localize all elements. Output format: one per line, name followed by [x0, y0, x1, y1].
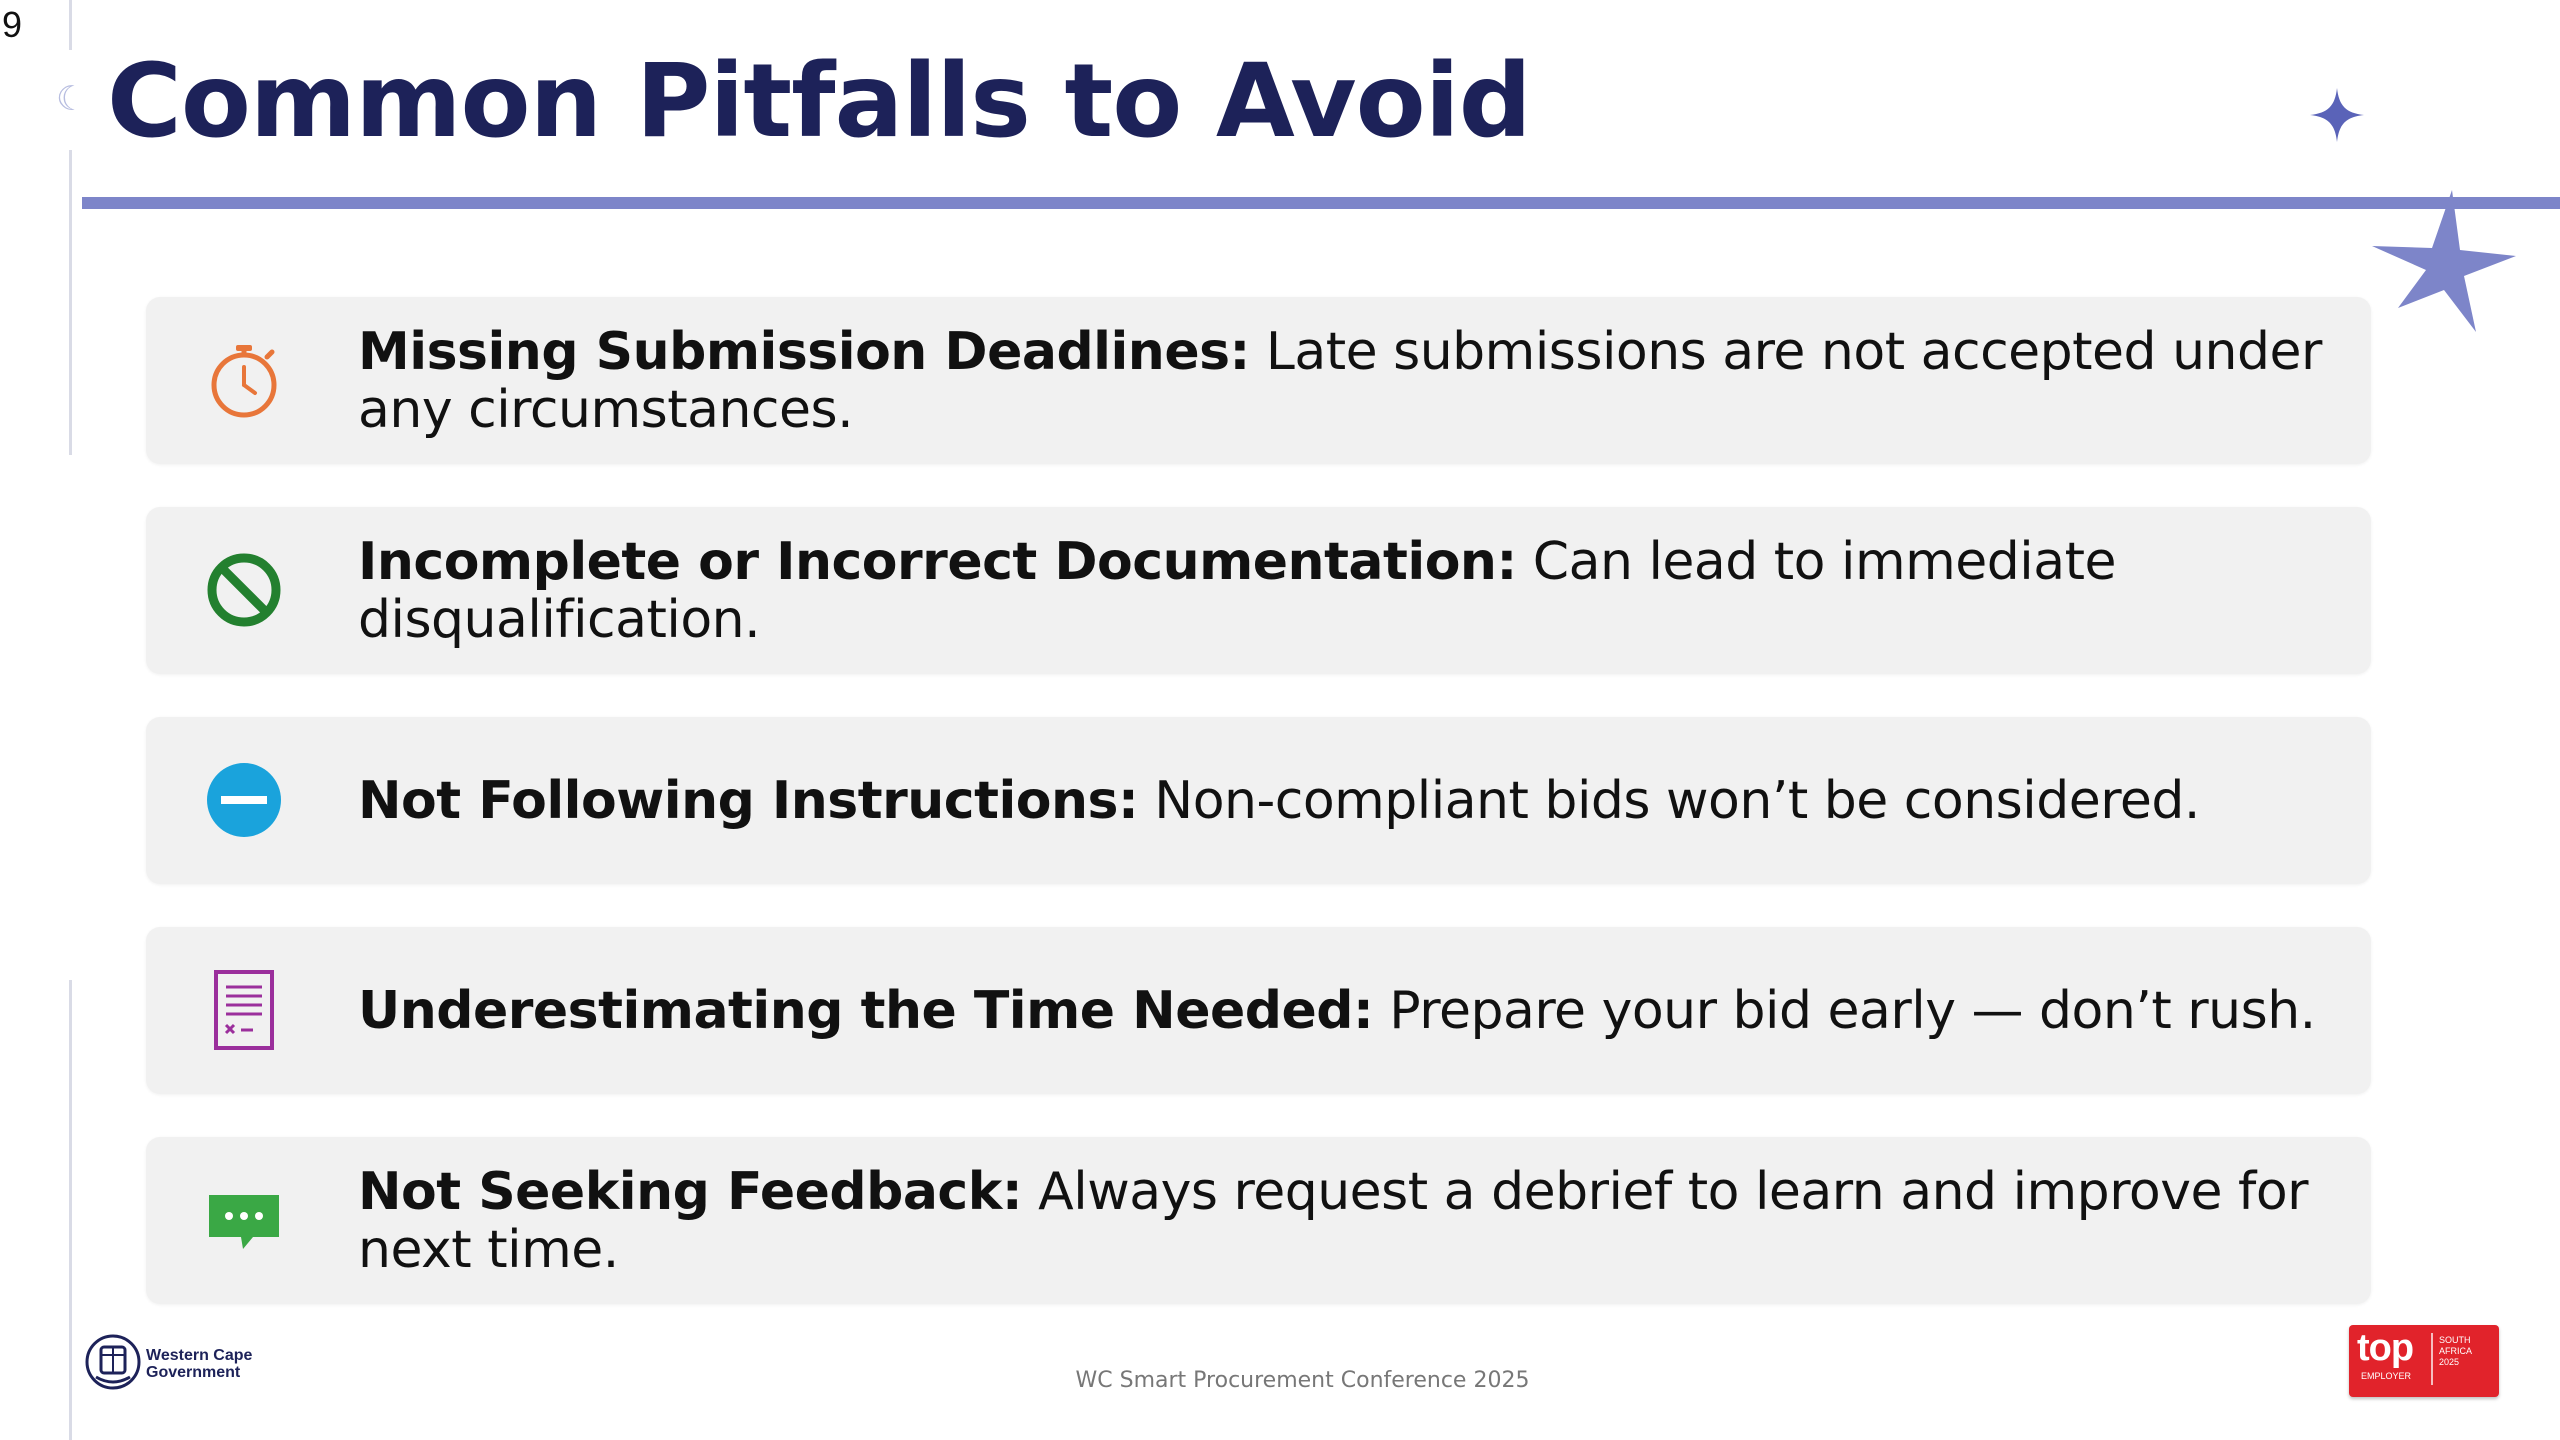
pitfall-lead: Incomplete or Incorrect Documentation:	[358, 531, 1517, 592]
pitfall-card-documentation	[146, 507, 2371, 674]
badge-side-text: SOUTH AFRICA 2025	[2439, 1335, 2473, 1367]
pitfall-description: Late submissions are not accepted under any circumstances.	[358, 321, 2322, 440]
pitfall-text	[358, 533, 2335, 649]
top-employer-badge	[2349, 1325, 2499, 1397]
pitfall-text	[358, 323, 2335, 439]
left-rule-decoration	[69, 150, 72, 455]
badge-word: top	[2357, 1327, 2414, 1369]
pitfall-text	[358, 982, 2335, 1040]
sparkle-icon	[2308, 86, 2366, 144]
pitfall-lead: Not Following Instructions:	[358, 770, 1139, 831]
badge-subtitle: EMPLOYER	[2361, 1371, 2412, 1381]
pitfall-text	[358, 772, 2335, 830]
pitfall-card-feedback	[146, 1137, 2371, 1304]
star-icon	[2368, 186, 2520, 338]
crescent-icon: ☾	[56, 79, 87, 119]
pitfall-lead: Underestimating the Time Needed:	[358, 980, 1374, 1041]
footer-conference: WC Smart Procurement Conference 2025	[1075, 1368, 1530, 1393]
chat-bubble-icon	[201, 1177, 287, 1263]
pitfall-card-deadlines	[146, 297, 2371, 464]
pitfall-lead: Missing Submission Deadlines:	[358, 321, 1250, 382]
document-reject-icon	[201, 967, 287, 1053]
pitfall-description: Non-compliant bids won’t be considered.	[1138, 770, 2200, 831]
pitfall-text	[358, 1163, 2335, 1279]
left-rule-decoration	[69, 0, 72, 50]
pitfall-description: Always request a debrief to learn and improve for next time.	[358, 1161, 2309, 1280]
title-underline	[82, 197, 2560, 209]
stopwatch-icon	[201, 337, 287, 423]
minus-circle-icon	[201, 757, 287, 843]
prohibited-icon	[201, 547, 287, 633]
org-name: Western Cape Government	[146, 1347, 253, 1381]
page-title: Common Pitfalls to Avoid	[107, 42, 1531, 161]
badge-divider	[2431, 1333, 2433, 1385]
pitfall-description: Can lead to immediate disqualification.	[358, 531, 2116, 650]
pitfall-description: Prepare your bid early — don’t rush.	[1373, 980, 2316, 1041]
pitfall-card-time	[146, 927, 2371, 1094]
pitfall-card-instructions	[146, 717, 2371, 884]
slide-number: 9	[2, 4, 23, 45]
pitfall-lead: Not Seeking Feedback:	[358, 1161, 1023, 1222]
